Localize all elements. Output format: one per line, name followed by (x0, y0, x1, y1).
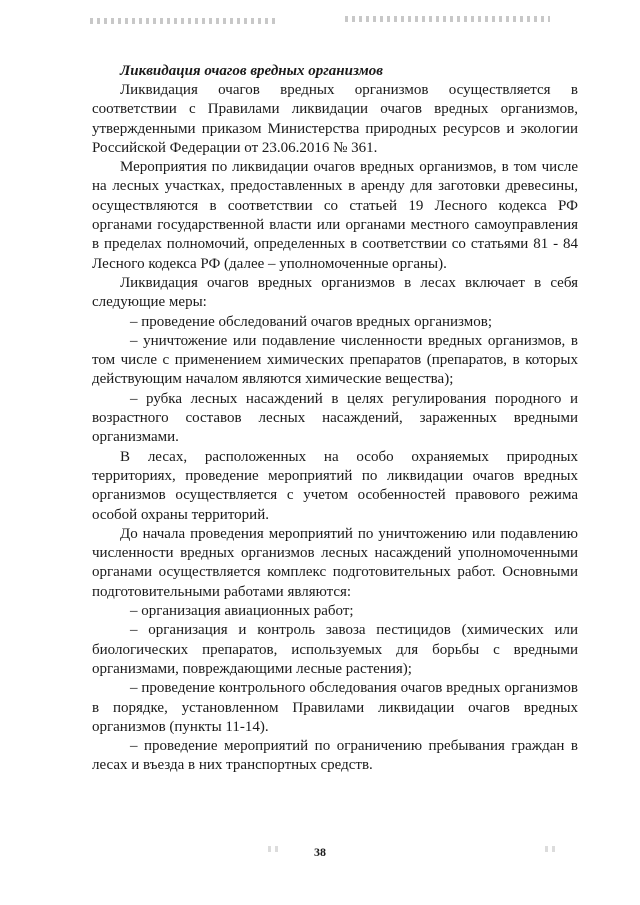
document-body (92, 62, 578, 776)
paragraph: Мероприятия по ликвидации очагов вредных организмов, в том числе на лесных участках, предоставленных в аренду для заготовки древесины, осуществляются в соответствии со статьей 19 Лесного кодекса РФ органами государственной власти или органами местного самоуправления в пределах полномочий, определенных в соответствии со статьями 81 - 84 Лесного кодекса РФ (далее – уполномоченные органы). (92, 159, 578, 272)
list-item: – проведение мероприятий по ограничению пребывания граждан в лесах и въезда в них транспортных средств. (92, 738, 578, 774)
paragraph: Ликвидация очагов вредных организмов в лесах включает в себя следующие меры: (92, 274, 578, 311)
paragraph: В лесах, расположенных на особо охраняемых природных территориях, проведение мероприятий по ликвидации очагов вредных организмов осуществляется с учетом особенностей правового режима особой охраны территорий. (92, 448, 578, 523)
paragraph: До начала проведения мероприятий по уничтожению или подавлению численности вредных организмов лесных насаждений уполномоченными органами осуществляется комплекс подготовительных работ. Основными подготовительными работами являются: (92, 525, 578, 600)
list-item: – уничтожение или подавление численности вредных организмов, в том числе с применением химических препаратов (препаратов, в которых действующим началом являются химические вещества); (92, 332, 578, 388)
scan-artifact-top-right (345, 16, 550, 22)
list-item: – рубка лесных насаждений в целях регулирования породного и возрастного составов лесных насаждений, зараженных вредными организмами. (92, 390, 578, 446)
page-number: 38 (314, 845, 326, 859)
list-item: – организация авиационных работ; (130, 603, 354, 620)
section-heading: Ликвидация очагов вредных организмов (120, 63, 383, 79)
list-item: – проведение контрольного обследования очагов вредных организмов в порядке, установленном Правилами ликвидации очагов вредных организмов (пункты 11-14). (92, 680, 578, 735)
scan-artifact-top-left (90, 18, 275, 24)
paragraph: Ликвидация очагов вредных организмов осуществляется в соответствии с Правилами ликвидации очагов вредных организмов, утвержденными приказом Министерства природных ресурсов и экологии Российской Федерации от 23.06.2016 № 361. (92, 82, 578, 156)
list-item: – проведение обследований очагов вредных организмов; (130, 313, 492, 330)
list-item: – организация и контроль завоза пестицидов (химических или биологических препаратов, используемых для борьбы с вредными организмами, повреждающими лесные растения); (92, 622, 578, 677)
